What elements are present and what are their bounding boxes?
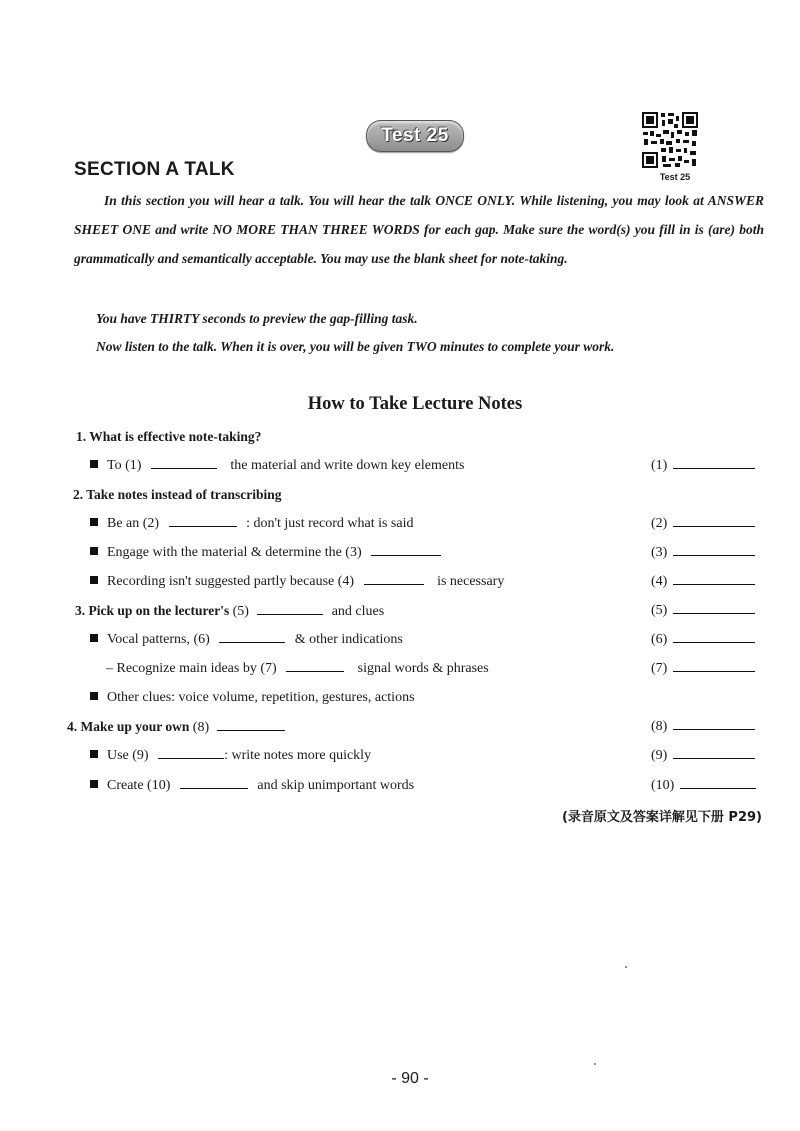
answer-blank-2[interactable]: [673, 512, 755, 527]
answer-label: (9): [651, 748, 668, 763]
instructions-paragraph: In this section you will hear a talk. You will hear the talk ONCE ONLY. While listening, you may look at ANSWER SHEET ONE and write NO MORE THAN THREE WORDS for each gap. Make sure the word(s) you fill in is (are) both grammatically and semantically acceptable. You may use the blank sheet for note-taking.: [74, 193, 764, 266]
item-text: (5): [232, 604, 249, 619]
answer-blank-10[interactable]: [680, 774, 756, 789]
answer-label: (8): [651, 719, 668, 734]
answer-label: (7): [651, 661, 668, 676]
outline-item-4: [0, 570, 800, 594]
item-text: Be an (2): [107, 516, 160, 531]
heading-text: 3. Pick up on the lecturer's: [75, 603, 230, 618]
gap-blank[interactable]: [219, 628, 285, 643]
gap-blank[interactable]: [286, 657, 344, 672]
source-note: (录音原文及答案详解见下册 P29): [561, 810, 762, 825]
outline-item-2: [0, 512, 800, 536]
item-text: Recording isn't suggested partly because (4): [107, 574, 355, 589]
heading-text: 4. Make up your own: [67, 719, 190, 734]
item-text: Vocal patterns, (6): [107, 632, 210, 647]
gap-blank[interactable]: [180, 774, 248, 789]
heading-text: 1. What is effective note-taking?: [76, 429, 262, 444]
preview-instruction: You have THIRTY seconds to preview the gap-filling task.: [96, 311, 418, 326]
test-badge-label: Test 25: [381, 125, 449, 146]
outline-heading-4: [0, 715, 800, 739]
outline-heading-1: [0, 425, 800, 449]
bullet-square-icon: [90, 518, 98, 526]
bullet-square-icon: [90, 547, 98, 555]
outline-heading-2: [0, 483, 800, 507]
answer-label: (1): [651, 458, 668, 473]
bullet-square-icon: [90, 460, 98, 468]
scan-speck: [625, 966, 627, 968]
answer-blank-9[interactable]: [673, 744, 755, 759]
answer-label: (4): [651, 574, 668, 589]
item-text: and clues: [331, 604, 385, 619]
gap-blank[interactable]: [371, 541, 441, 556]
item-text: the material and write down key elements: [230, 458, 465, 473]
item-text: (8): [192, 720, 210, 735]
section-title: SECTION A TALK: [74, 159, 235, 180]
item-text: – Recognize main ideas by (7): [106, 661, 277, 676]
gap-blank[interactable]: [364, 570, 424, 585]
outline-item-5: [0, 628, 800, 652]
item-text: Use (9): [107, 748, 149, 763]
heading-text: 2. Take notes instead of transcribing: [73, 487, 282, 502]
item-text: Engage with the material & determine the (3): [107, 545, 362, 560]
outline-item-7: [0, 744, 800, 768]
answer-label: (2): [651, 516, 668, 531]
answer-label: (3): [651, 545, 668, 560]
gap-blank[interactable]: [217, 716, 285, 731]
notes-title: How to Take Lecture Notes: [307, 394, 523, 414]
outline-subitem-7: [0, 657, 800, 681]
item-text: is necessary: [437, 574, 505, 589]
item-text: : write notes more quickly: [224, 748, 372, 763]
test-badge: [366, 120, 464, 152]
answer-blank-3[interactable]: [673, 541, 755, 556]
answer-blank-4[interactable]: [673, 570, 755, 585]
answer-blank-6[interactable]: [673, 628, 755, 643]
gap-blank[interactable]: [169, 512, 237, 527]
listen-instruction: Now listen to the talk. When it is over, you will be given TWO minutes to complete your work.: [96, 339, 615, 354]
answer-blank-7[interactable]: [673, 657, 755, 672]
answer-label: (5): [651, 603, 668, 618]
item-text: : don't just record what is said: [246, 516, 414, 531]
answer-label: (10): [651, 778, 675, 793]
bullet-square-icon: [90, 576, 98, 584]
gap-blank[interactable]: [158, 744, 224, 759]
answer-label: (6): [651, 632, 668, 647]
item-text: Other clues: voice volume, repetition, gestures, actions: [107, 690, 415, 705]
item-text: & other indications: [294, 632, 403, 647]
outline-item-8: [0, 774, 800, 798]
answer-blank-8[interactable]: [673, 715, 755, 730]
scan-speck: [594, 1063, 596, 1065]
outline-item-6: [0, 686, 800, 710]
item-text: To (1): [107, 458, 142, 473]
bullet-square-icon: [90, 780, 98, 788]
gap-blank[interactable]: [257, 600, 323, 615]
qr-label: Test 25: [659, 172, 691, 182]
bullet-square-icon: [90, 692, 98, 700]
answer-blank-1[interactable]: [673, 454, 755, 469]
answer-blank-5[interactable]: [673, 599, 755, 614]
outline-item-1: [0, 454, 800, 478]
bullet-square-icon: [90, 634, 98, 642]
item-text: and skip unimportant words: [257, 778, 415, 793]
item-text: Create (10): [107, 778, 171, 793]
item-text: signal words & phrases: [357, 661, 489, 676]
outline-item-3: [0, 541, 800, 565]
outline-heading-3: [0, 599, 800, 623]
page-number: - 90 -: [391, 1070, 429, 1087]
qr-code-icon: [640, 110, 700, 170]
bullet-square-icon: [90, 750, 98, 758]
gap-blank[interactable]: [151, 454, 217, 469]
